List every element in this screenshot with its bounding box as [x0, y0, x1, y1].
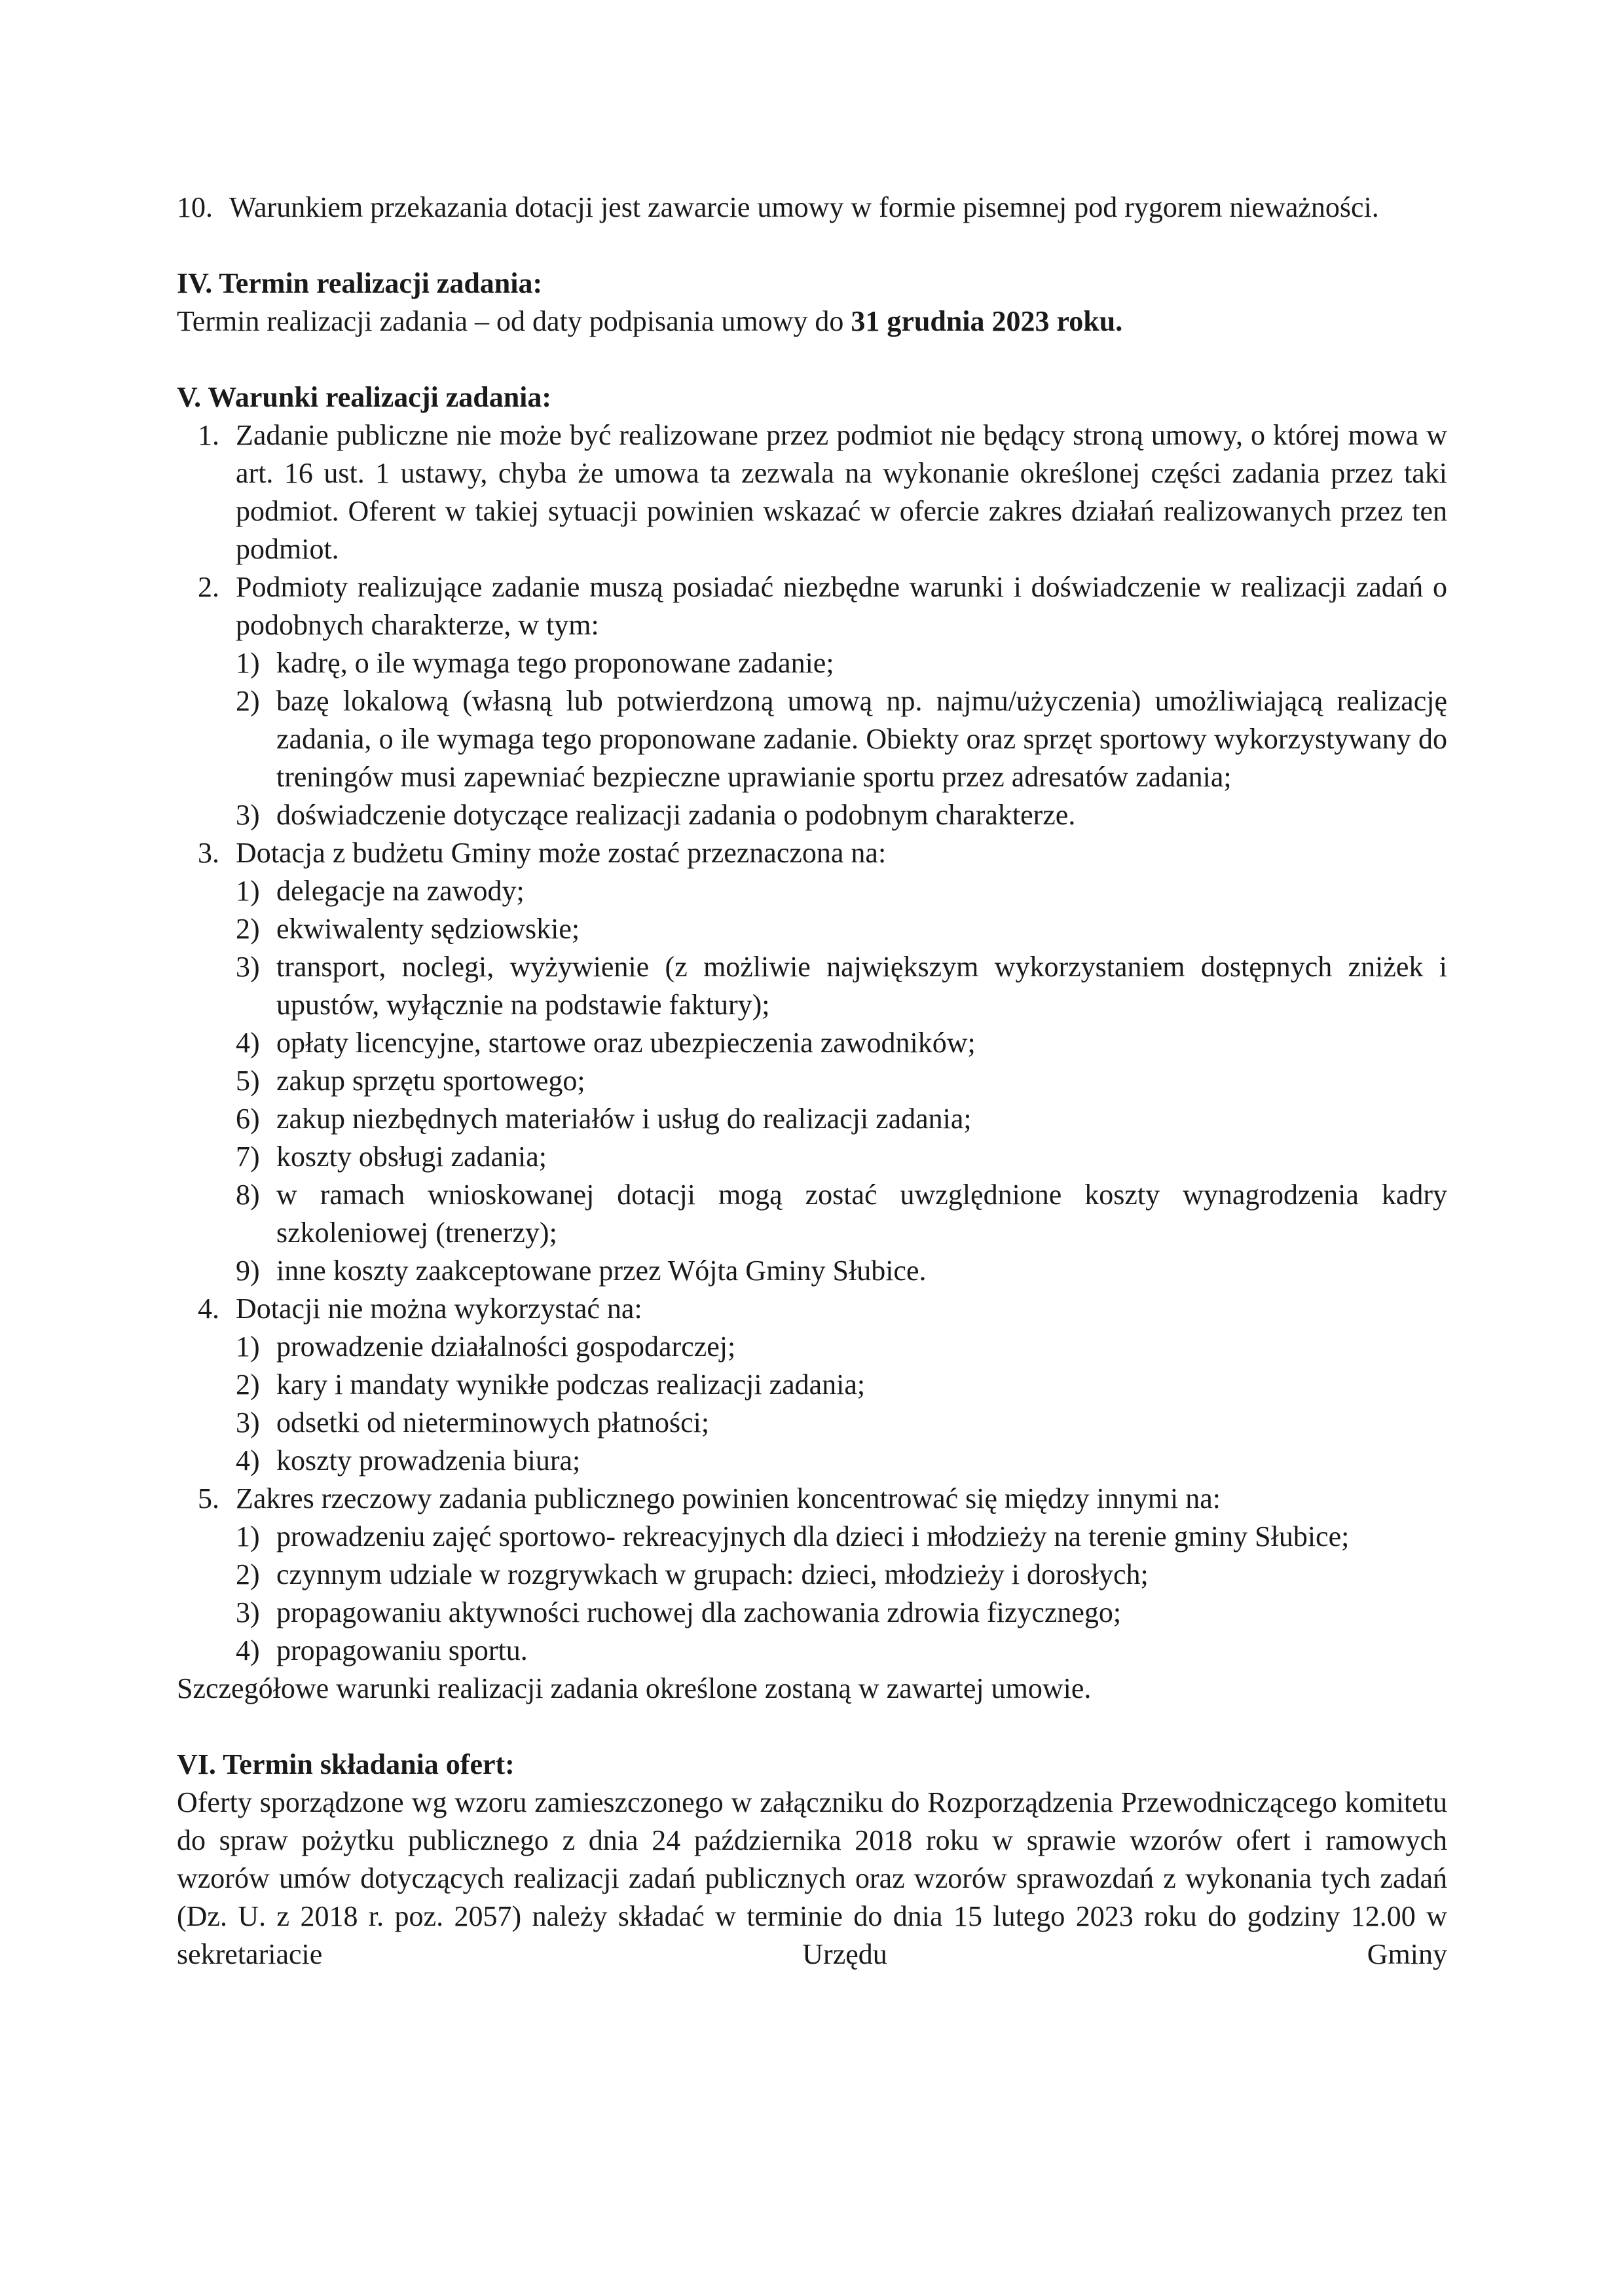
section-5-subitem — [177, 1176, 1447, 1252]
subitem-text: koszty obsługi zadania; — [276, 1141, 547, 1173]
subitem-text: transport, noclegi, wyżywienie (z możliwie największym wykorzystaniem dostępnych zniżek i upustów, wyłącznie na podstawie faktury); — [276, 951, 1447, 1021]
subitem-text: kary i mandaty wynikłe podczas realizacji zadania; — [276, 1368, 866, 1401]
subitem-text: propagowaniu sportu. — [276, 1634, 528, 1666]
subitem-text: ekwiwalenty sędziowskie; — [276, 913, 580, 945]
section-5-heading: V. Warunki realizacji zadania: — [177, 381, 552, 413]
subitem-number: 4) — [236, 1634, 260, 1666]
section-5-subitem — [177, 1632, 1447, 1670]
subitem-number: 1) — [236, 647, 260, 679]
section-4-text — [177, 303, 1447, 340]
section-5-subitem — [177, 1556, 1447, 1594]
subitem-text: propagowaniu aktywności ruchowej dla zachowania zdrowia fizycznego; — [276, 1596, 1122, 1628]
section-5-subitem — [177, 1328, 1447, 1366]
section-4-text-before: Termin realizacji zadania – od daty podpisania umowy do — [177, 305, 844, 337]
spacer — [177, 227, 1447, 265]
subitem-number: 1) — [236, 875, 260, 907]
point-text: Podmioty realizujące zadanie muszą posiadać niezbędne warunki i doświadczenie w realizacji zadań o podobnych charakterze, w tym: — [236, 571, 1447, 641]
point-text: Dotacji nie można wykorzystać na: — [236, 1293, 642, 1325]
subitem-text: opłaty licencyjne, startowe oraz ubezpieczenia zawodników; — [276, 1027, 976, 1059]
subitem-number: 2) — [236, 913, 260, 945]
section-5-subitem — [177, 1138, 1447, 1176]
subitem-number: 3) — [236, 951, 260, 983]
list-item-10 — [177, 189, 1447, 227]
subitem-text: odsetki od nieterminowych płatności; — [276, 1406, 710, 1439]
section-5-point — [177, 1290, 1447, 1328]
spacer — [177, 340, 1447, 378]
subitem-number: 4) — [236, 1444, 260, 1477]
subitem-number: 6) — [236, 1103, 260, 1135]
section-5-point — [177, 416, 1447, 568]
section-5-subitem — [177, 644, 1447, 682]
subitem-number: 1) — [236, 1331, 260, 1363]
subitem-text: czynnym udziale w rozgrywkach w grupach: dzieci, młodzieży i dorosłych; — [276, 1558, 1149, 1590]
subitem-number: 3) — [236, 1596, 260, 1628]
subitem-text: bazę lokalową (własną lub potwierdzoną umową np. najmu/użyczenia) umożliwiającą realizację zadania, o ile wymaga tego proponowane zadanie. Obiekty oraz sprzęt sportowy wykorzystywany do treningów musi zapewniać bezpieczne uprawianie sportu przez adresatów zadania; — [276, 685, 1447, 793]
subitem-text: prowadzenie działalności gospodarczej; — [276, 1331, 736, 1363]
section-5-subitem — [177, 1024, 1447, 1062]
subitem-text: prowadzeniu zajęć sportowo- rekreacyjnych dla dzieci i młodzieży na terenie gminy Słubice; — [276, 1520, 1350, 1552]
subitem-text: inne koszty zaakceptowane przez Wójta Gminy Słubice. — [276, 1255, 927, 1287]
section-5-subitem — [177, 1594, 1447, 1632]
subitem-number: 1) — [236, 1520, 260, 1552]
section-6-heading: VI. Termin składania ofert: — [177, 1748, 515, 1780]
subitem-text: w ramach wnioskowanej dotacji mogą zostać uwzględnione koszty wynagrodzenia kadry szkoleniowej (trenerzy); — [276, 1179, 1447, 1249]
section-5-subitem — [177, 1518, 1447, 1556]
section-4-text-after: . — [1115, 305, 1123, 337]
subitem-number: 3) — [236, 1406, 260, 1439]
section-5-point — [177, 834, 1447, 872]
section-5-closing: Szczegółowe warunki realizacji zadania określone zostaną w zawartej umowie. — [177, 1672, 1092, 1704]
subitem-text: doświadczenie dotyczące realizacji zadania o podobnym charakterze. — [276, 799, 1076, 831]
subitem-number: 5) — [236, 1065, 260, 1097]
section-5-subitem — [177, 1404, 1447, 1442]
spacer — [177, 1708, 1447, 1746]
section-5-subitem — [177, 910, 1447, 948]
point-text: Dotacja z budżetu Gminy może zostać przeznaczona na: — [236, 837, 887, 869]
section-5-subitem — [177, 1442, 1447, 1480]
item-number: 10. — [177, 191, 213, 223]
subitem-number: 8) — [236, 1179, 260, 1211]
section-5-subitem — [177, 1062, 1447, 1100]
subitem-number: 3) — [236, 799, 260, 831]
section-5-subitem — [177, 1100, 1447, 1138]
subitem-number: 2) — [236, 685, 260, 717]
section-5-point — [177, 1480, 1447, 1518]
subitem-number: 4) — [236, 1027, 260, 1059]
section-6-text: Oferty sporządzone wg wzoru zamieszczonego w załączniku do Rozporządzenia Przewodniczącego komitetu do spraw pożytku publicznego z dnia 24 października 2018 roku w sprawie wzorów ofert i ramowych wzorów umów dotyczących realizacji zadań publicznych oraz wzorów sprawozdań z wykonania tych zadań (Dz. U. z 2018 r. poz. 2057) należy składać w terminie do dnia 15 lutego 2023 roku do godziny 12.00 w sekretariacie Urzędu Gminy — [177, 1786, 1447, 1970]
section-5-subitem — [177, 948, 1447, 1024]
section-5-subitem — [177, 1366, 1447, 1404]
subitem-number: 9) — [236, 1255, 260, 1287]
item-text: Warunkiem przekazania dotacji jest zawarcie umowy w formie pisemnej pod rygorem nieważności. — [229, 191, 1379, 223]
point-text: Zakres rzeczowy zadania publicznego powinien koncentrować się między innymi na: — [236, 1482, 1221, 1515]
section-5-subitem — [177, 1252, 1447, 1290]
subitem-number: 7) — [236, 1141, 260, 1173]
section-4-heading: IV. Termin realizacji zadania: — [177, 267, 543, 299]
subitem-text: kadrę, o ile wymaga tego proponowane zadanie; — [276, 647, 834, 679]
section-5-subitem — [177, 796, 1447, 834]
subitem-text: zakup sprzętu sportowego; — [276, 1065, 585, 1097]
point-number: 2. — [198, 571, 219, 603]
subitem-text: koszty prowadzenia biura; — [276, 1444, 581, 1477]
point-number: 5. — [198, 1482, 219, 1515]
subitem-text: delegacje na zawody; — [276, 875, 525, 907]
subitem-number: 2) — [236, 1558, 260, 1590]
subitem-text: zakup niezbędnych materiałów i usług do realizacji zadania; — [276, 1103, 972, 1135]
point-number: 3. — [198, 837, 219, 869]
subitem-number: 2) — [236, 1368, 260, 1401]
point-text: Zadanie publiczne nie może być realizowane przez podmiot nie będący stroną umowy, o której mowa w art. 16 ust. 1 ustawy, chyba że umowa ta zezwala na wykonanie określonej części zadania przez taki podmiot. Oferent w takiej sytuacji powinien wskazać w ofercie zakres działań realizowanych przez ten podmiot. — [236, 419, 1447, 565]
section-5-point — [177, 568, 1447, 644]
section-4-deadline: 31 grudnia 2023 roku — [851, 305, 1116, 337]
section-5-subitem — [177, 872, 1447, 910]
section-5-subitem — [177, 682, 1447, 796]
point-number: 4. — [198, 1293, 219, 1325]
section-5-points — [177, 416, 1447, 1670]
document-body — [177, 189, 1447, 1974]
point-number: 1. — [198, 419, 219, 451]
